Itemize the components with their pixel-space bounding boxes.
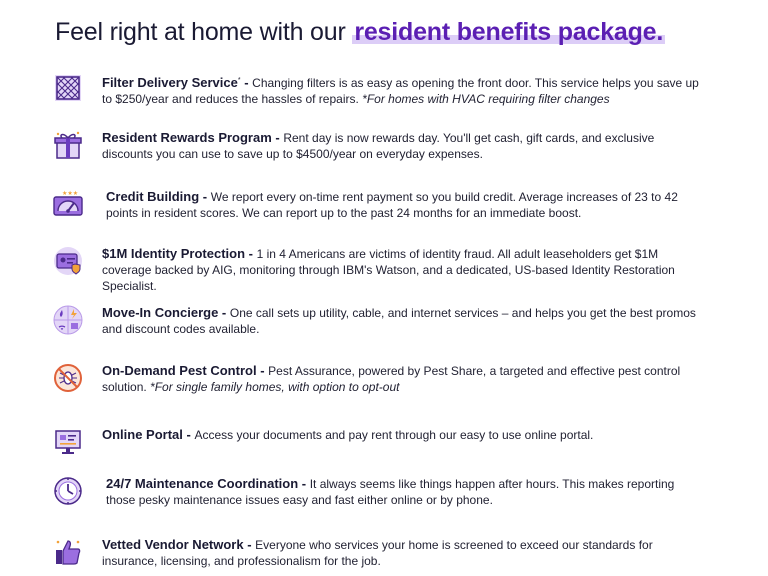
benefit-name: Online Portal — [102, 427, 183, 442]
svg-text:★★★: ★★★ — [62, 190, 79, 197]
benefit-desc: We report every on-time rent payment so you build credit. Average increases of 23 to 42 points in resident scores. We can report up to the past 24 months for an immediate boost. — [106, 190, 678, 220]
computer-monitor-icon — [53, 427, 83, 457]
benefit-text — [102, 363, 702, 395]
title-plain: Feel right at home with our — [55, 18, 346, 46]
benefit-dash: - — [199, 189, 211, 204]
benefit-dash: - — [240, 75, 253, 90]
benefit-desc: Everyone who services your home is screened to exceed our standards for insurance, licensing, and professionalism for the job. — [102, 538, 653, 568]
benefit-dash: - — [245, 246, 257, 261]
benefit-text — [102, 427, 702, 443]
benefit-text — [102, 130, 702, 162]
gift-box-icon — [53, 130, 83, 160]
air-filter-icon — [53, 73, 83, 103]
utilities-icon — [53, 305, 83, 335]
benefit-dash: - — [218, 305, 230, 320]
clock-icon — [53, 476, 83, 506]
benefit-desc: Pest Assurance, powered by Pest Share, a targeted and effective pest control solution. — [102, 364, 681, 394]
benefit-name: Resident Rewards Program — [102, 130, 272, 145]
title-highlight: resident benefits package. — [354, 18, 664, 46]
benefit-name: Vetted Vendor Network — [102, 537, 244, 552]
benefit-name: Filter Delivery Service — [102, 75, 238, 90]
benefit-dash: - — [256, 363, 269, 378]
benefit-text — [106, 476, 706, 508]
benefit-text — [106, 189, 706, 221]
benefit-desc: It always seems like things happen after hours. This makes reporting those pesky maintenance issues easy and fast either online or by phone. — [106, 477, 675, 507]
no-bugs-icon — [53, 363, 83, 393]
benefit-text — [102, 537, 702, 569]
page-title — [55, 14, 755, 50]
id-card-shield-icon — [53, 246, 83, 276]
benefit-dash: - — [243, 537, 256, 552]
benefit-desc: One call sets up utility, cable, and internet services – and helps you get the best promos and discount codes available. — [102, 306, 696, 336]
benefit-name: $1M Identity Protection — [102, 246, 246, 261]
benefit-desc: Access your documents and pay rent through our easy to use online portal. — [194, 428, 594, 442]
benefit-asterisk: * — [237, 77, 241, 84]
benefit-name: Move-In Concierge — [102, 305, 219, 320]
benefit-name: On-Demand Pest Control — [102, 363, 257, 378]
benefit-desc: Rent day is now rewards day. You'll get cash, gift cards, and exclusive discounts you can use to save up to $4500/year on everyday expenses. — [102, 131, 655, 161]
benefit-name: 24/7 Maintenance Coordination — [106, 476, 299, 491]
benefit-text — [102, 246, 702, 294]
benefit-desc: Changing filters is as easy as opening the front door. This service helps you save up to $250/year and reduces the hassles of repairs. — [102, 76, 699, 106]
benefit-dash: - — [298, 476, 310, 491]
benefit-dash: - — [182, 427, 195, 442]
benefit-note: *For single family homes, with option to opt-out — [150, 380, 400, 394]
benefit-text — [102, 73, 702, 107]
benefit-desc: 1 in 4 Americans are victims of identity fraud. All adult leaseholders get $1M coverage backed by AIG, monitoring through IBM's Watson, and a dedicated, US-based Identity Restoration Specialist. — [102, 247, 675, 293]
benefit-name: Credit Building — [106, 189, 200, 204]
benefit-note: *For homes with HVAC requiring filter changes — [362, 92, 610, 106]
benefit-text — [102, 305, 702, 337]
benefit-dash: - — [271, 130, 284, 145]
credit-gauge-icon — [53, 189, 83, 219]
thumbs-up-icon — [53, 537, 83, 567]
